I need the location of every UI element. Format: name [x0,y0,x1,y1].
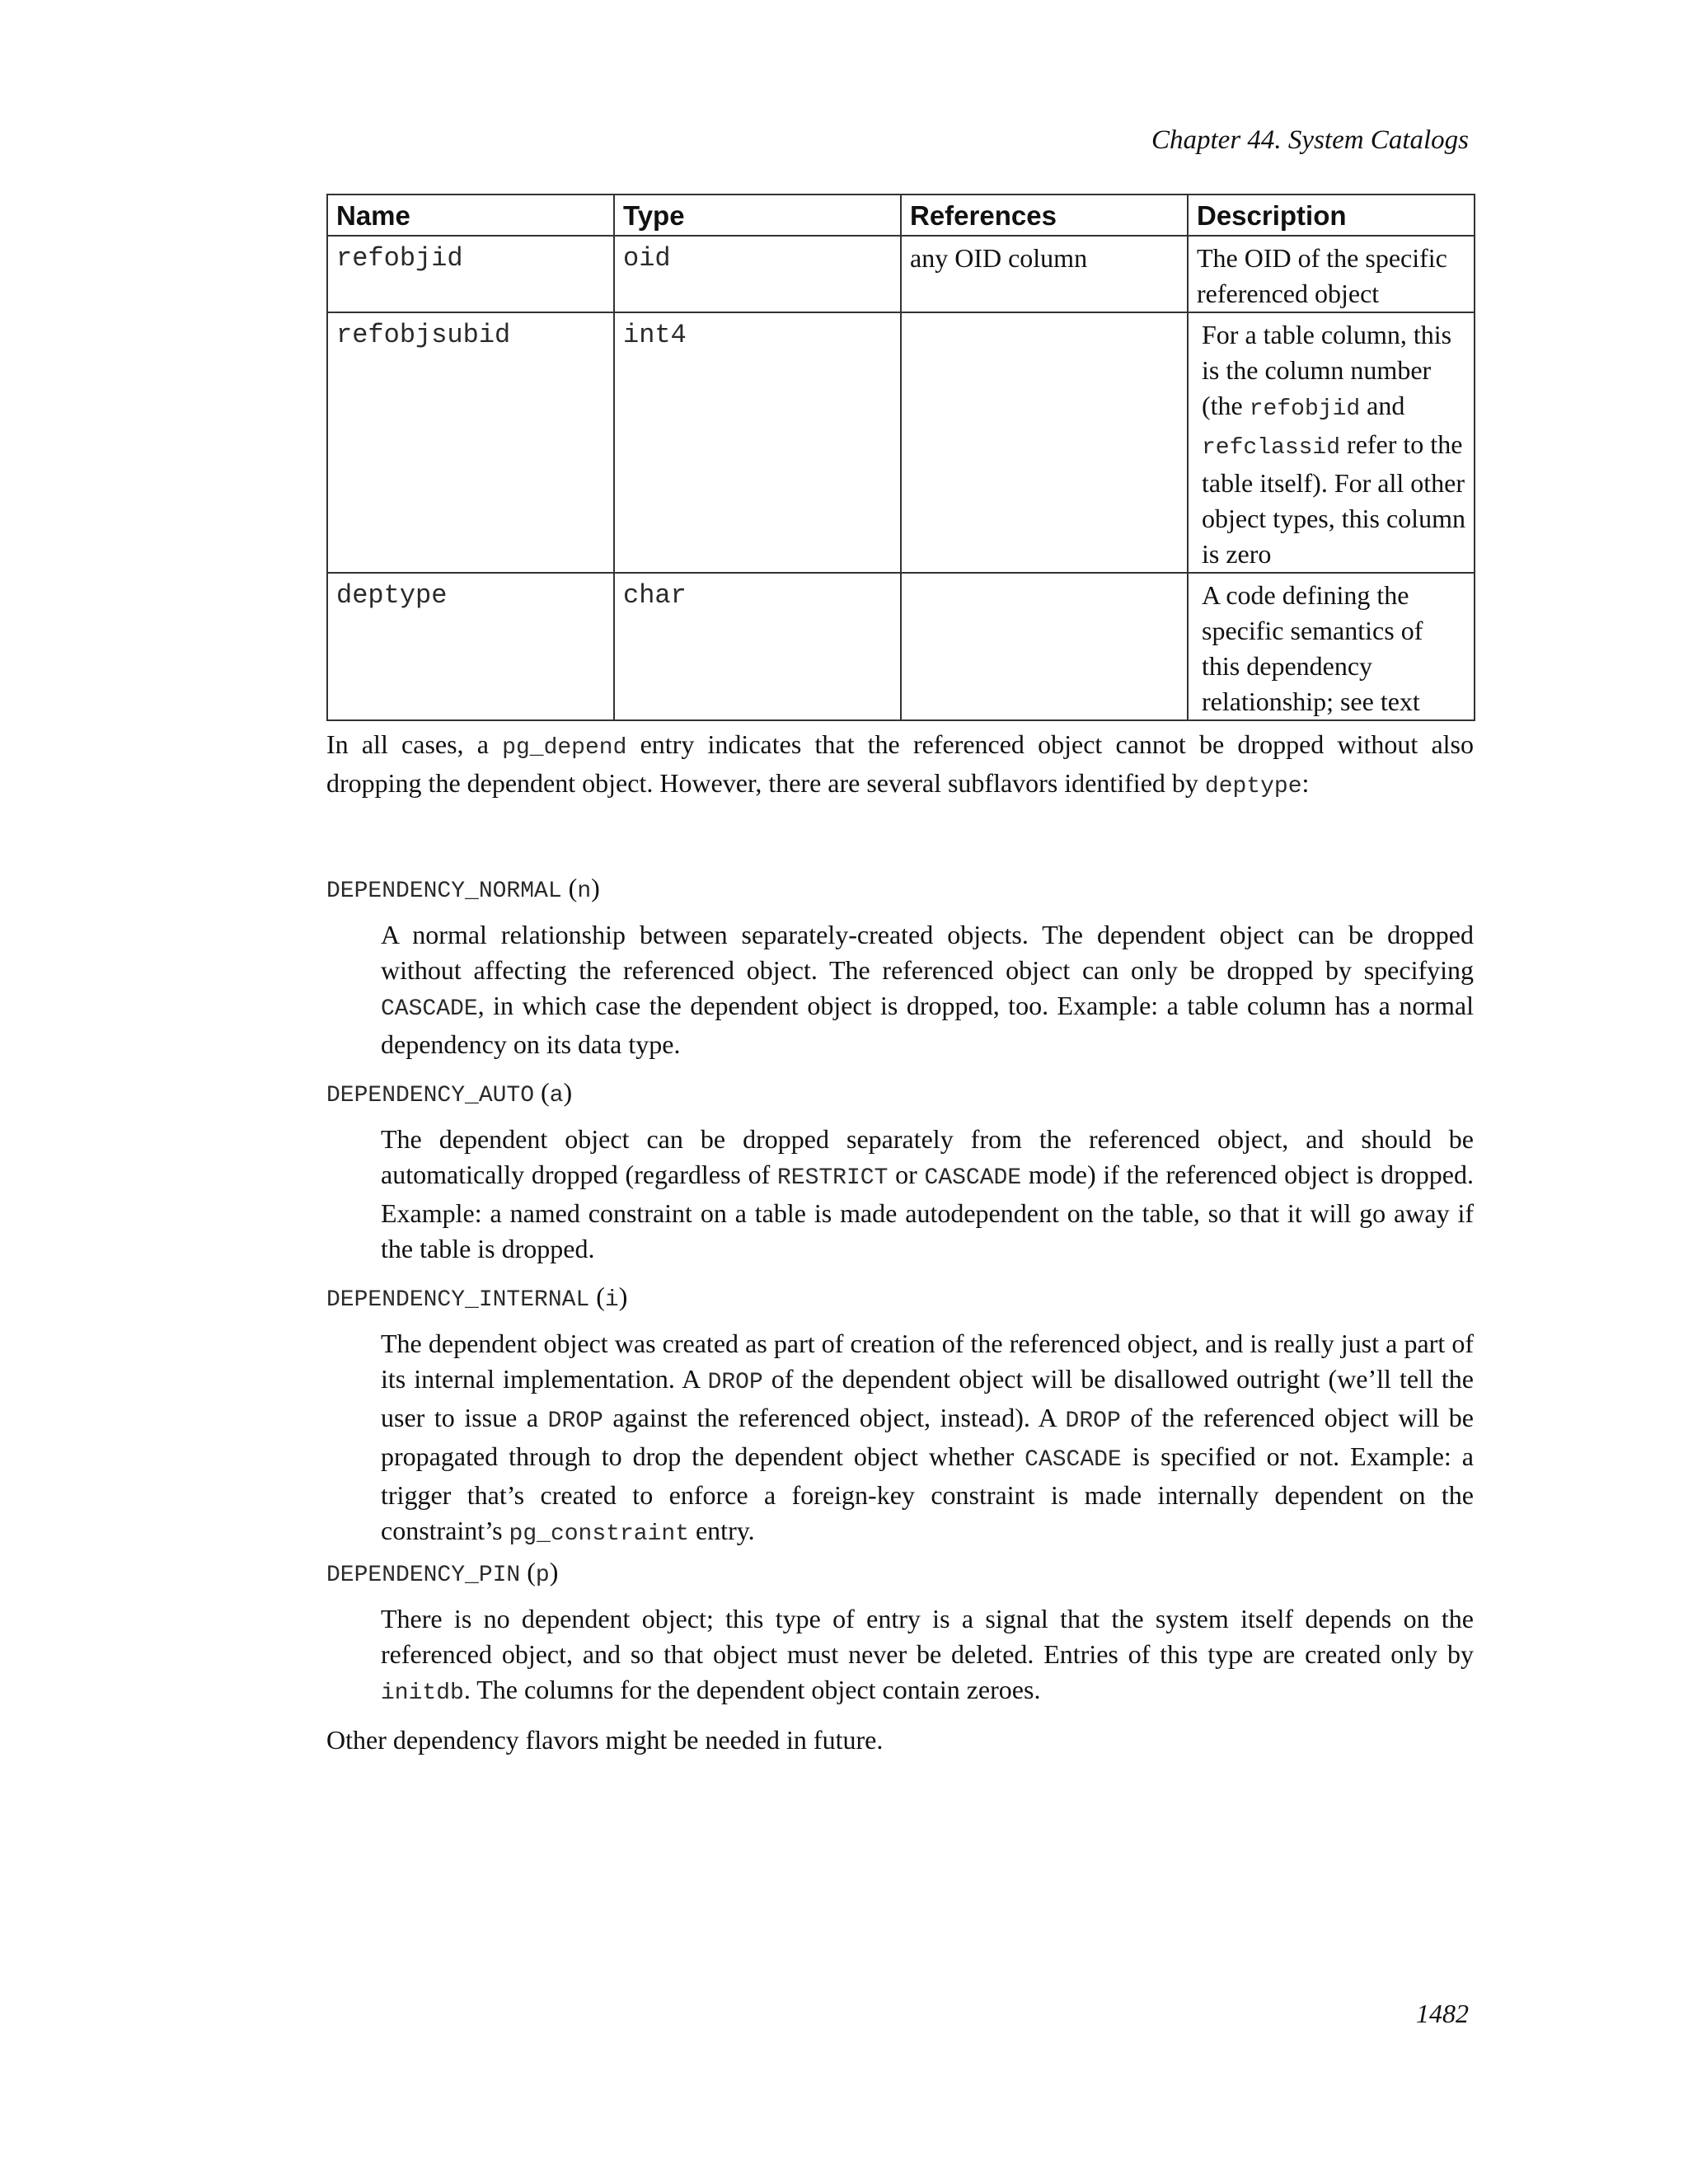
cell-description: The OID of the specific referenced object [1188,236,1475,312]
inline-code: CASCADE [924,1165,1022,1191]
cell-type: int4 [614,312,901,573]
column-header-references: References [901,194,1188,236]
table-header-row [327,194,1475,236]
inline-code: DROP [707,1370,763,1395]
term-dependency-pin [326,1554,1474,1593]
inline-code: refobjid [1249,396,1361,422]
term-letter: a [549,1083,564,1108]
def-text: is specified or not. Example: a trigger that’s created to enforce a foreign-key constraint is made internally dependent on the constraint’s [381,1441,1475,1545]
intro-text: In all cases, a [326,729,503,759]
cell-name: refobjsubid [327,312,614,573]
cell-references: any OID column [901,236,1188,312]
term-paren: ) [618,1282,628,1311]
column-header-description: Description [1188,194,1475,236]
term-code: DEPENDENCY_AUTO [326,1083,535,1108]
description-text: refer to the table itself). For all other object types, this column is zero [1202,429,1465,569]
catalog-columns-table [326,194,1475,721]
cell-name: refobjid [327,236,614,312]
page-number: 1482 [1416,1999,1469,2028]
table-row [327,573,1475,720]
term-letter: i [604,1287,619,1313]
term-paren: ( [589,1282,605,1311]
cell-name: deptype [327,573,614,720]
closing-paragraph: Other dependency flavors might be needed in future. [326,1725,884,1755]
term-paren: ( [561,873,578,902]
def-text: against the referenced object, instead). A [603,1403,1066,1432]
definition-dependency-internal [381,1326,1474,1552]
term-dependency-internal [326,1279,1474,1318]
inline-code: pg_constraint [509,1521,689,1547]
table-row [327,236,1475,312]
def-text: of the dependent object will be disallowed outright (we’ll tell the user to issue a [381,1364,1475,1432]
inline-code: pg_depend [502,735,627,761]
term-letter: p [535,1563,550,1588]
column-header-name: Name [327,194,614,236]
column-header-type: Type [614,194,901,236]
intro-text: : [1301,768,1310,798]
term-paren: ) [549,1557,559,1586]
def-text: The dependent object was created as part of creation of the referenced object, and is really just a part of its internal implementation. A [381,1329,1474,1394]
def-text: entry. [688,1516,755,1545]
inline-code: initdb [381,1680,464,1706]
cell-description [1188,312,1475,573]
definition-dependency-normal [381,917,1474,1062]
def-text: mode) if the referenced object is dropped. Example: a named constraint on a table is made autodependent on the table, so that it will go away if the table is dropped. [381,1160,1475,1263]
term-code: DEPENDENCY_NORMAL [326,879,562,904]
running-header: Chapter 44. System Catalogs [1151,125,1469,155]
cell-references [901,573,1188,720]
inline-code: DROP [1065,1408,1121,1434]
def-text: A normal relationship between separately-created objects. The dependent object can be dropped without affecting the referenced object. The referenced object can only be dropped by specifying [381,920,1474,985]
def-text: . The columns for the dependent object contain zeroes. [463,1675,1041,1704]
term-paren: ( [520,1557,536,1586]
term-paren: ( [534,1077,550,1107]
def-text: of the referenced object will be propagated through to drop the dependent object whether [381,1403,1475,1471]
definition-dependency-pin [381,1601,1474,1711]
description-text: For a table column, this is the column number (the [1202,320,1452,420]
def-text: , in which case the dependent object is dropped, too. Example: a table column has a normal dependency on its data type. [381,991,1474,1059]
cell-type: oid [614,236,901,312]
term-letter: n [577,879,592,904]
cell-references [901,312,1188,573]
term-dependency-normal [326,870,1474,909]
definition-dependency-auto [381,1122,1474,1267]
term-dependency-auto [326,1075,1474,1113]
def-text: There is no dependent object; this type of entry is a signal that the system itself depends on the referenced object, and so that object must never be deleted. Entries of this type are created only by [381,1604,1474,1669]
term-code: DEPENDENCY_PIN [326,1563,521,1588]
inline-code: CASCADE [1025,1447,1122,1473]
term-code: DEPENDENCY_INTERNAL [326,1287,590,1313]
cell-description: A code defining the specific semantics of this dependency relationship; see text [1188,573,1475,720]
inline-code: DROP [547,1408,603,1434]
inline-code: RESTRICT [776,1165,889,1191]
inline-code: deptype [1204,774,1302,799]
term-paren: ) [563,1077,573,1107]
cell-type: char [614,573,901,720]
inline-code: refclassid [1202,435,1341,461]
inline-code: CASCADE [381,996,478,1022]
intro-paragraph [326,727,1474,804]
intro-text: entry indicates that the referenced object cannot be dropped without also dropping the dependent object. However, there are several subflavors identified by [326,729,1475,798]
table-row [327,312,1475,573]
def-text: or [888,1160,925,1189]
term-paren: ) [591,873,600,902]
description-text: and [1360,391,1405,420]
def-text: The dependent object can be dropped separately from the referenced object, and should be automatically dropped (regardless of [381,1124,1474,1189]
